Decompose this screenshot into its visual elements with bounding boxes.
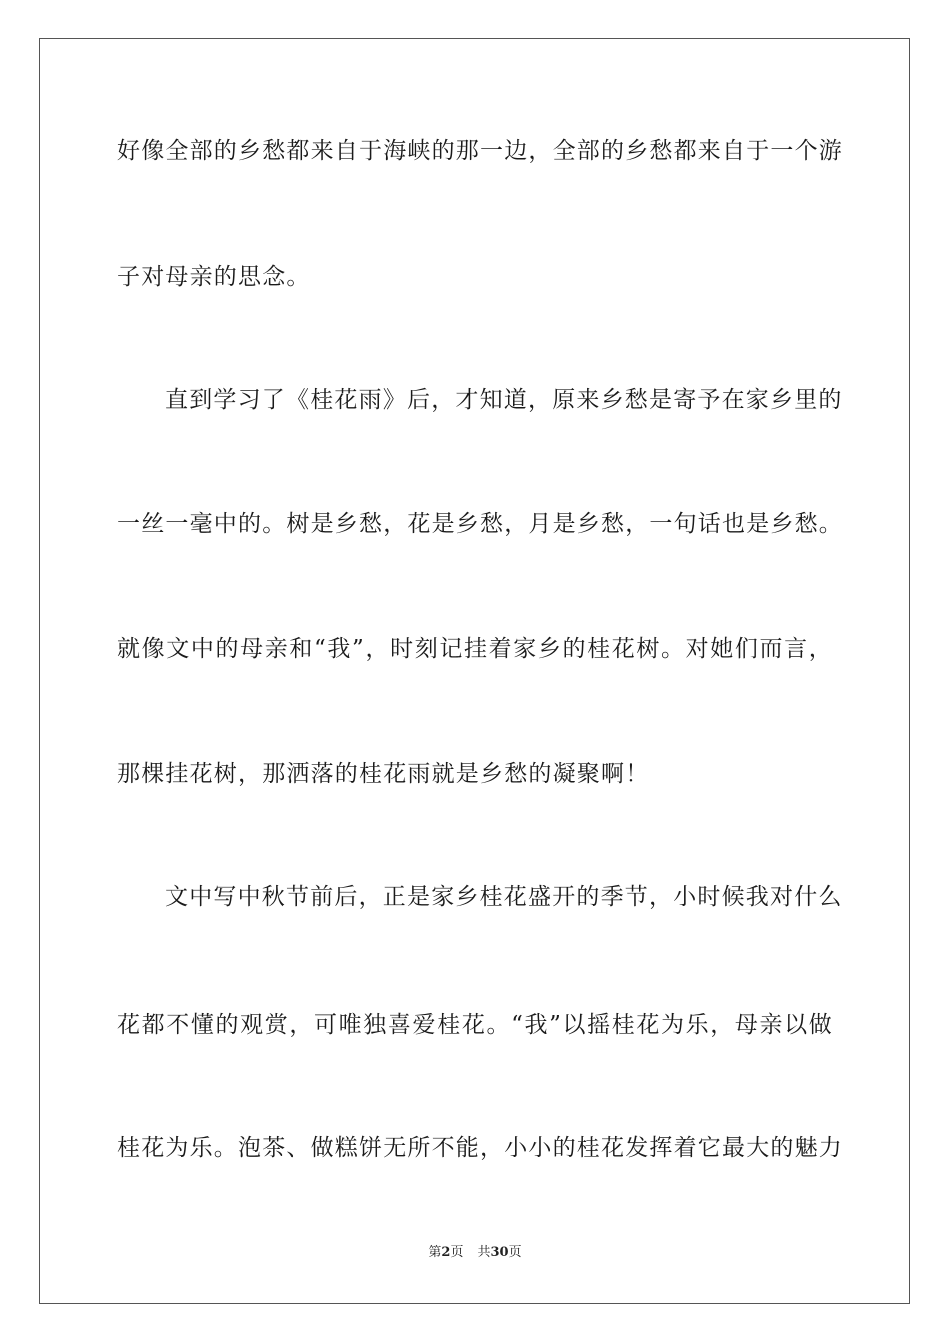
page-footer: [0, 1244, 950, 1262]
paragraph-line-4: 一丝一毫中的。树是乡愁，花是乡愁，月是乡愁，一句话也是乡愁。: [117, 511, 843, 537]
page-border: [39, 38, 910, 1304]
paragraph-line-2: 子对母亲的思念。: [117, 264, 311, 290]
paragraph-line-5: 就像文中的母亲和“我”，时刻记挂着家乡的桂花树。对她们而言，: [117, 636, 833, 662]
total-pages: 30: [490, 1245, 509, 1260]
paragraph-line-9: 桂花为乐。泡茶、做糕饼无所不能，小小的桂花发挥着它最大的魅力: [117, 1135, 843, 1161]
paragraph-line-1: 好像全部的乡愁都来自于海峡的那一边，全部的乡愁都来自于一个游: [117, 138, 843, 164]
paragraph-line-8: 花都不懂的观赏，可唯独喜爱桂花。“我”以摇桂花为乐，母亲以做: [117, 1012, 833, 1038]
paragraph-line-6: 那棵挂花树，那洒落的桂花雨就是乡愁的凝聚啊！: [117, 761, 650, 787]
page-suffix: 页: [450, 1245, 464, 1260]
page-number: 2: [441, 1245, 451, 1260]
page-prefix: 第: [428, 1245, 442, 1260]
total-prefix: 共: [477, 1245, 491, 1260]
total-suffix: 页: [508, 1245, 522, 1260]
paragraph-line-7: 文中写中秋节前后，正是家乡桂花盛开的季节，小时候我对什么: [165, 884, 843, 910]
paragraph-line-3: 直到学习了《桂花雨》后，才知道，原来乡愁是寄予在家乡里的: [165, 387, 843, 413]
